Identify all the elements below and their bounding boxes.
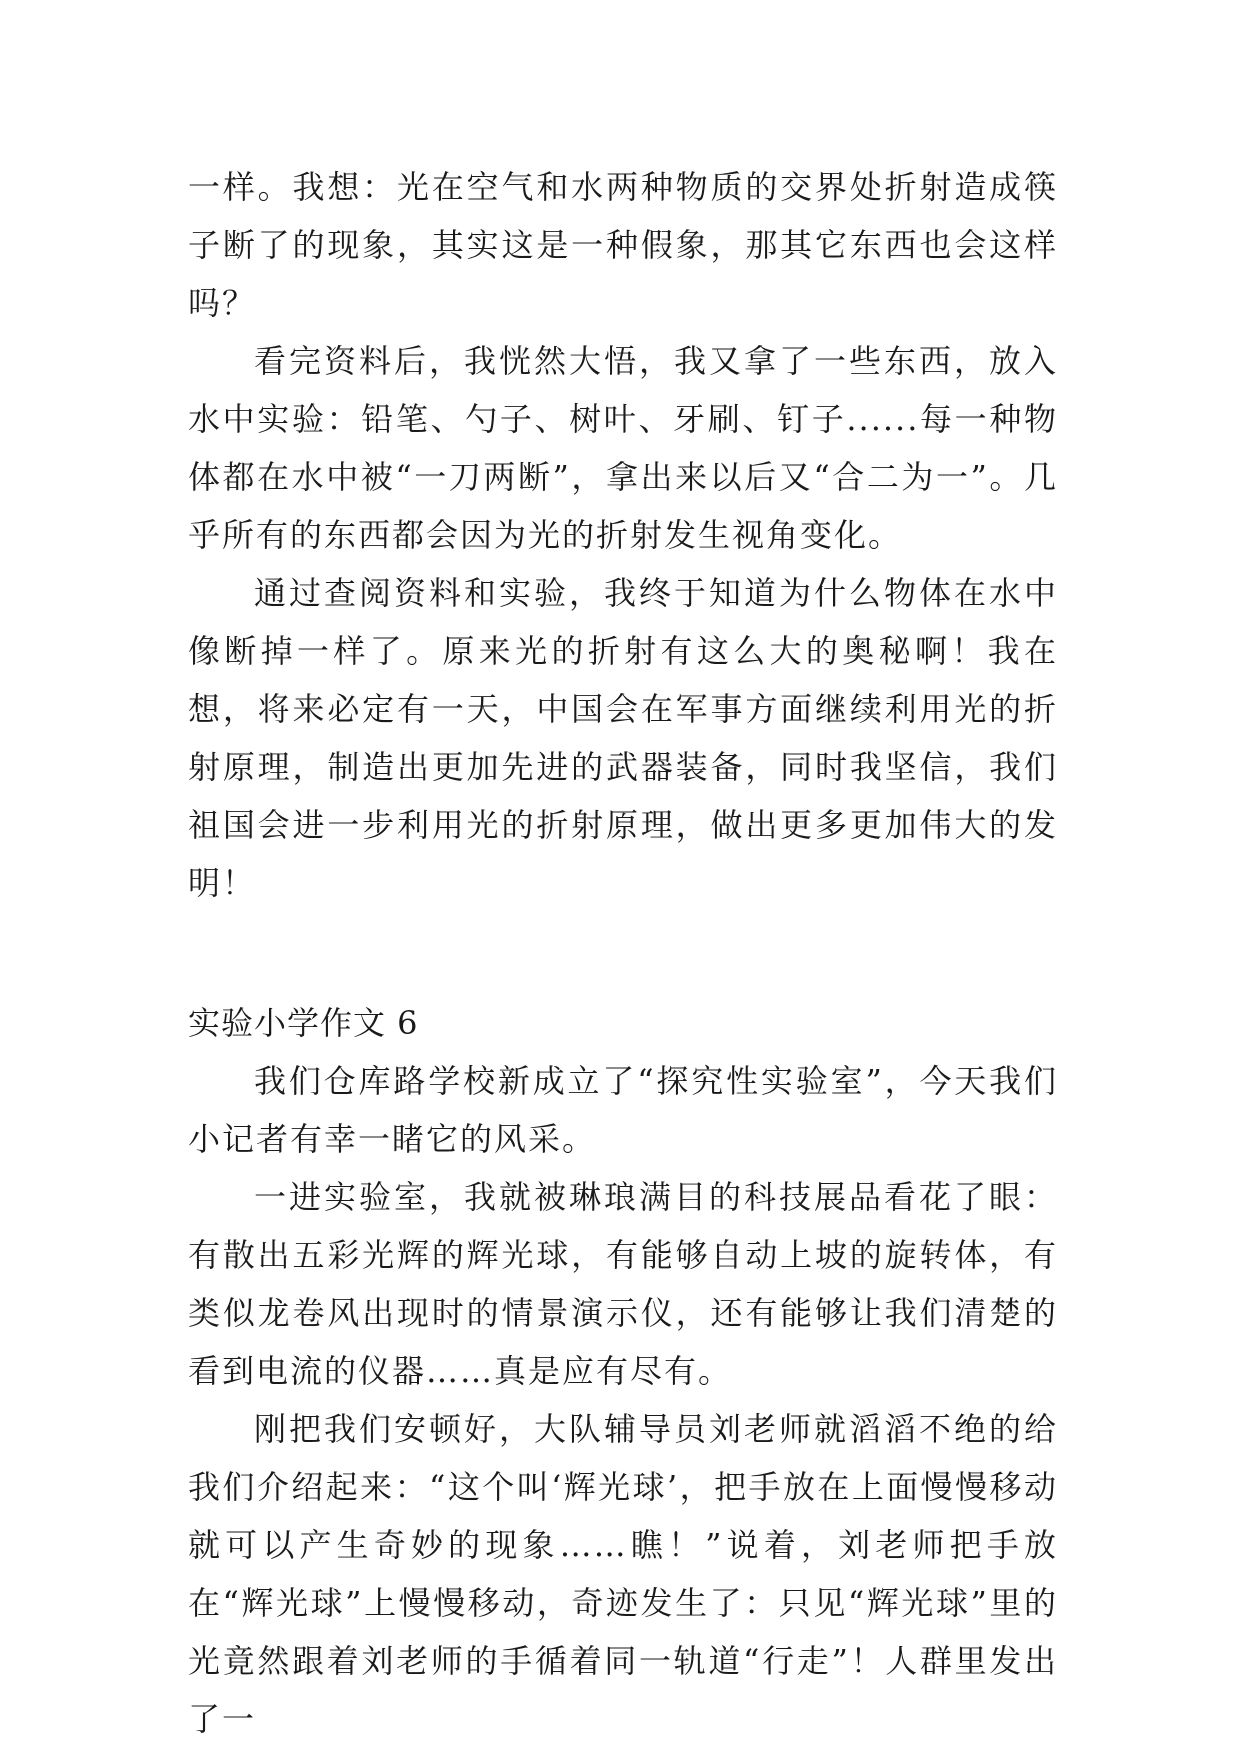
body-paragraph: 刚把我们安顿好，大队辅导员刘老师就滔滔不绝的给我们介绍起来：“这个叫‘辉光球’，把手放在上面慢慢移动就可以产生奇妙的现象……瞧！”说着，刘老师把手放在“辉光球”上慢慢移动，奇迹发生了：只见“辉光球”里的光竟然跟着刘老师的手循着同一轨道“行走”！人群里发出了一 bbox=[188, 1410, 1058, 1738]
body-paragraph: 通过查阅资料和实验，我终于知道为什么物体在水中像断掉一样了。原来光的折射有这么大的奥秘啊！我在想，将来必定有一天，中国会在军事方面继续利用光的折射原理，制造出更加先进的武器装备，同时我坚信，我们祖国会进一步利用光的折射原理，做出更多更加伟大的发明！ bbox=[188, 574, 1058, 902]
body-paragraph: 一进实验室，我就被琳琅满目的科技展品看花了眼：有散出五彩光辉的辉光球，有能够自动上坡的旋转体，有类似龙卷风出现时的情景演示仪，还有能够让我们清楚的看到电流的仪器……真是应有尽有。 bbox=[188, 1178, 1058, 1390]
document-body bbox=[188, 158, 1058, 1748]
section-title: 实验小学作文 6 bbox=[188, 1004, 419, 1042]
continuation-paragraph: 一样。我想：光在空气和水两种物质的交界处折射造成筷子断了的现象，其实这是一种假象，那其它东西也会这样吗？ bbox=[188, 168, 1058, 322]
body-paragraph: 我们仓库路学校新成立了“探究性实验室”，今天我们小记者有幸一睹它的风采。 bbox=[188, 1062, 1058, 1158]
body-paragraph: 看完资料后，我恍然大悟，我又拿了一些东西，放入水中实验：铅笔、勺子、树叶、牙刷、钉子......每一种物体都在水中被“一刀两断”，拿出来以后又“合二为一”。几乎所有的东西都会因为光的折射发生视角变化。 bbox=[188, 342, 1058, 554]
section-spacer bbox=[188, 912, 1058, 994]
